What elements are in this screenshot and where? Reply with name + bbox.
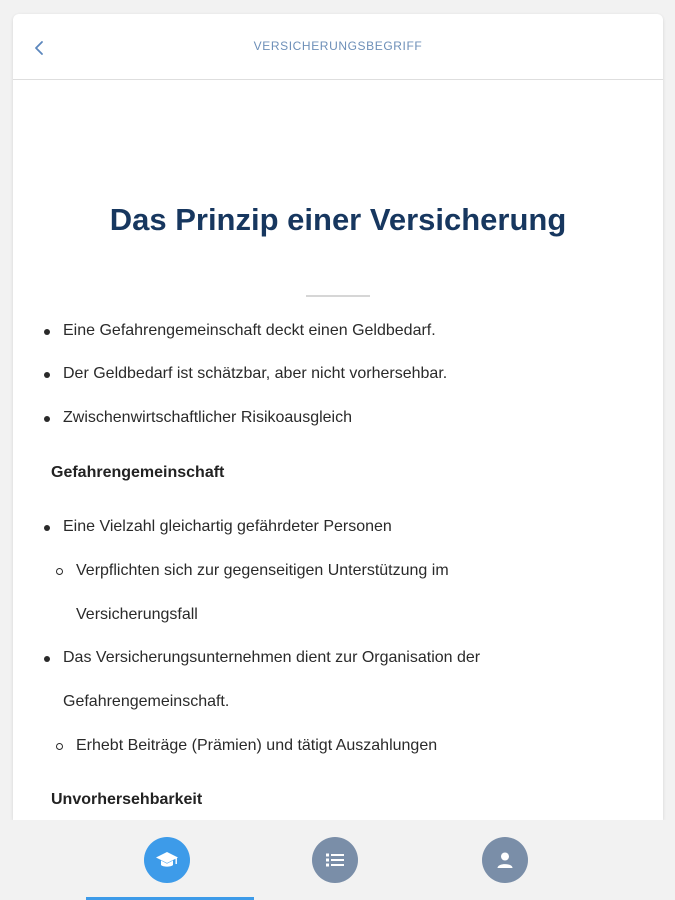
content-card [13,14,663,820]
tab-learn[interactable] [144,837,190,883]
bullet-circle [56,743,63,750]
list-item: Erhebt Beiträge (Prämien) und tätigt Auszahlungen [76,737,438,754]
tab-profile[interactable] [482,837,528,883]
user-icon [495,850,515,870]
list-item-continuation: Versicherungsfall [76,606,198,623]
page-header-title: VERSICHERUNGSBEGRIFF [253,39,423,53]
list-item: Der Geldbedarf ist schätzbar, aber nicht vorhersehbar. [63,365,448,382]
bullet-dot [44,416,50,422]
bullet-circle [56,568,63,575]
list-item: Eine Gefahrengemeinschaft deckt einen Geldbedarf. [63,322,436,339]
list-item: Verpflichten sich zur gegenseitigen Unterstützung im [76,562,449,579]
bullet-dot [44,329,50,335]
bottom-tab-bar [0,820,675,900]
bullet-dot [44,656,50,662]
list-item: Das Versicherungsunternehmen dient zur Organisation der [63,649,481,666]
section-heading: Unvorhersehbarkeit [51,791,203,808]
list-item: Zwischenwirtschaftlicher Risikoausgleich [63,409,352,426]
article-title: Das Prinzip einer Versicherung [109,202,567,237]
list-item: Eine Vielzahl gleichartig gefährdeter Personen [63,518,392,535]
bullet-dot [44,525,50,531]
title-divider [306,295,370,297]
list-icon [325,852,345,868]
bullet-dot [44,372,50,378]
top-bar [13,14,663,80]
section-heading: Gefahrengemeinschaft [51,464,225,481]
graduation-cap-icon [155,849,179,871]
list-item-continuation: Gefahrengemeinschaft. [63,693,230,710]
tab-topics[interactable] [312,837,358,883]
